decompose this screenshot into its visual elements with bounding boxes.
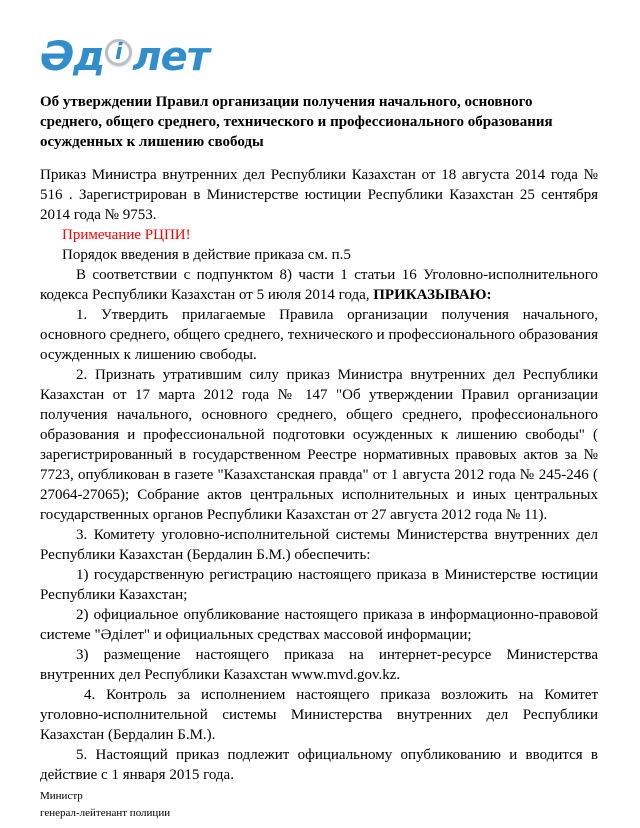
logo-text-pre: Әд	[40, 34, 105, 80]
paragraph-subitem-2: 2) официальное опубликование настоящего приказа в информационно-правовой системе "Әділет" и официальных средствах массовой информации;	[40, 607, 598, 643]
paragraph-subitem-3: 3) размещение настоящего приказа на интернет-ресурсе Министерства внутренних дел Республики Казахстан www.mvd.gov.kz.	[40, 647, 598, 683]
signature-rank: генерал-лейтенант полиции	[40, 807, 171, 819]
logo-text-post: лет	[132, 34, 209, 80]
preamble-decree-word: ПРИКАЗЫВАЮ:	[373, 287, 492, 303]
signature-title: Министр	[40, 790, 83, 802]
document-body	[40, 92, 598, 822]
rcpi-note: Примечание РЦПИ!	[62, 227, 191, 243]
paragraph-subitem-1: 1) государственную регистрацию настоящего приказа в Министерстве юстиции Республики Казахстан;	[40, 567, 598, 603]
preamble-text: В соответствии с подпунктом 8) части 1 статьи 16 Уголовно-исполнительного кодекса Республики Казахстан от 5 июля 2014 года,	[40, 267, 598, 303]
paragraph-item-2: 2. Признать утратившим силу приказ Министра внутренних дел Республики Казахстан от 17 марта 2012 года № 147 "Об утверждении Правил организации получения начального, основного среднего, общего среднего, профессионального образования и профессиональной подготовки осужденных к лишению свободы" ( зарегистрированный в государственном Реестре нормативных правовых актов за № 7723, опубликован в газете "Казахстанская правда" от 1 августа 2012 года № 245-246 ( 27064-27065); Собрание актов центральных исполнительных и иных центральных государственных органов Республики Казахстан от 27 августа 2012 года № 11).	[40, 367, 598, 523]
logo-glass-letter: і	[115, 40, 123, 65]
paragraph-item-4: 4. Контроль за исполнением настоящего приказа возложить на Комитет уголовно-исполнительной системы Министерства внутренних дел Республики Казахстан (Бердалин Б.М.).	[40, 687, 598, 743]
signature-block	[40, 788, 598, 822]
document-title: Об утверждении Правил организации получения начального, основного среднего, общего среднего, технического и профессионального образования осужденных к лишению свободы	[40, 94, 553, 150]
order-note: Порядок введения в действие приказа см. п.5	[62, 247, 351, 263]
preamble	[40, 265, 598, 305]
document-meta: Приказ Министра внутренних дел Республики Казахстан от 18 августа 2014 года № 516 . Зарегистрирован в Министерстве юстиции Республики Казахстан 25 сентября 2014 года № 9753.	[40, 167, 598, 223]
magnifier-icon	[105, 39, 132, 66]
paragraph-item-1: 1. Утвердить прилагаемые Правила организации получения начального, основного среднего, общего среднего, технического и профессионального образования осужденных к лишению свободы.	[40, 307, 598, 363]
paragraph-item-3: 3. Комитету уголовно-исполнительной системы Министерства внутренних дел Республики Казахстан (Бердалин Б.М.) обеспечить:	[40, 527, 598, 563]
adilet-logo	[40, 34, 598, 84]
paragraph-item-5: 5. Настоящий приказ подлежит официальному опубликованию и вводится в действие с 1 января 2015 года.	[40, 747, 598, 783]
